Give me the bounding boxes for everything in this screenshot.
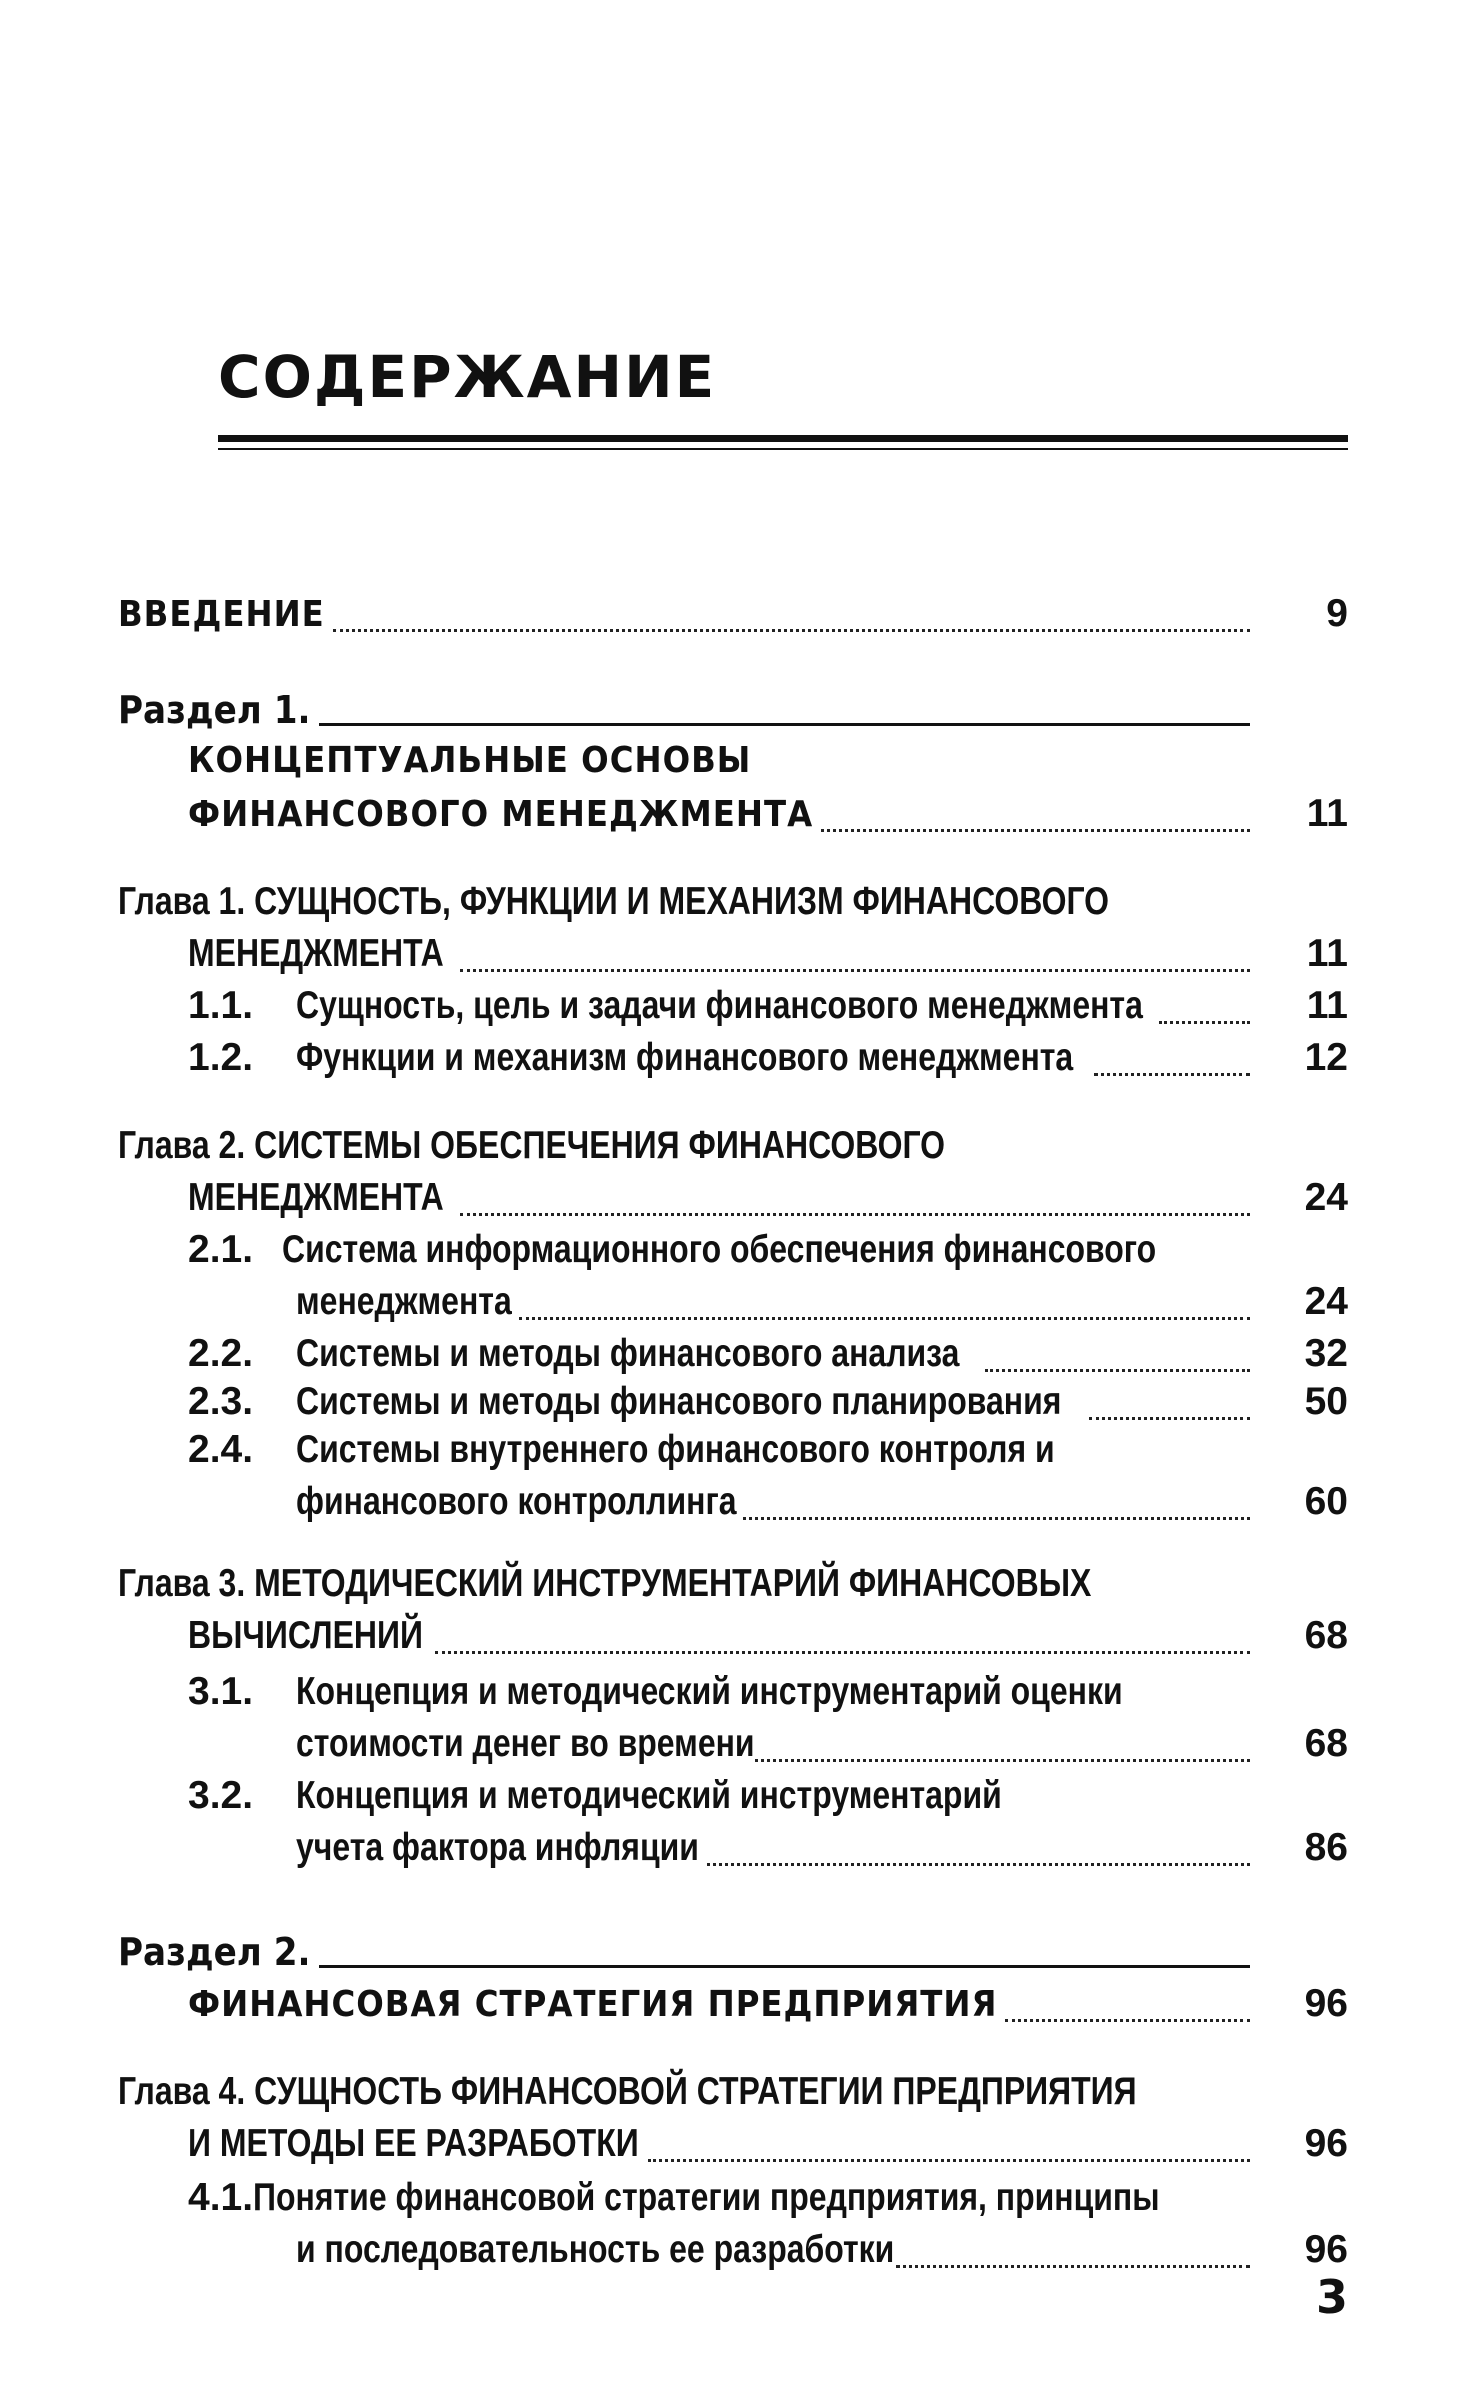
dot-leader xyxy=(743,1517,1250,1520)
dot-leader xyxy=(1094,1073,1250,1076)
toc-page-number: 68 xyxy=(1304,1614,1348,1657)
toc-page-number: 24 xyxy=(1304,1280,1348,1323)
chapter-title: Глава 1. СУЩНОСТЬ, ФУНКЦИИ И МЕХАНИЗМ ФИНАНСОВОГО xyxy=(118,880,1110,923)
chapter-3-line1[interactable] xyxy=(118,1562,1348,1614)
toc-entry-chapter-2[interactable] xyxy=(188,1176,1348,1228)
dot-leader xyxy=(1005,2019,1250,2022)
toc-entry-3-1-line1[interactable] xyxy=(188,1670,1348,1722)
toc-page-number: 32 xyxy=(1304,1332,1348,1375)
section-number: 2.2. xyxy=(188,1332,254,1375)
page-title: СОДЕРЖАНИЕ xyxy=(218,343,717,411)
part-title: КОНЦЕПТУАЛЬНЫЕ ОСНОВЫ xyxy=(188,740,752,781)
toc-entry-2-1[interactable] xyxy=(296,1280,1348,1332)
toc-entry-chapter-1[interactable] xyxy=(188,932,1348,984)
section-title: Системы и методы финансового планирования xyxy=(296,1380,1062,1423)
dot-leader xyxy=(896,2265,1250,2268)
dot-leader xyxy=(519,1317,1250,1320)
toc-entry-chapter-4[interactable] xyxy=(188,2122,1348,2174)
chapter-title: Глава 2. СИСТЕМЫ ОБЕСПЕЧЕНИЯ ФИНАНСОВОГО xyxy=(118,1124,946,1167)
section-title: Сущность, цель и задачи финансового менеджмента xyxy=(296,984,1143,1027)
part-title: ФИНАНСОВОГО МЕНЕДЖМЕНТА xyxy=(188,794,814,835)
chapter-4-line1[interactable] xyxy=(118,2070,1348,2122)
toc-page-number: 96 xyxy=(1304,1982,1348,2025)
section-title: и последовательность ее разработки xyxy=(296,2228,895,2271)
toc-entry-part-1[interactable] xyxy=(188,792,1348,844)
section-number: 2.3. xyxy=(188,1380,254,1423)
part-label: Раздел 2. xyxy=(118,1930,311,1974)
toc-entry-1-1[interactable] xyxy=(188,984,1348,1036)
toc-page-number: 60 xyxy=(1304,1480,1348,1523)
dot-leader xyxy=(648,2159,1250,2162)
toc-page-number: 9 xyxy=(1326,592,1348,635)
section-number: 2.1. xyxy=(188,1228,254,1271)
toc-entry-chapter-3[interactable] xyxy=(188,1614,1348,1666)
section-title: Функции и механизм финансового менеджмента xyxy=(296,1036,1074,1079)
toc-page-number: 24 xyxy=(1304,1176,1348,1219)
section-title: Система информационного обеспечения финансового xyxy=(281,1228,1157,1271)
toc-page-number: 12 xyxy=(1304,1036,1348,1079)
toc-page-number: 96 xyxy=(1304,2228,1348,2271)
chapter-title: Глава 3. МЕТОДИЧЕСКИЙ ИНСТРУМЕНТАРИЙ ФИНАНСОВЫХ xyxy=(118,1562,1092,1605)
section-title: Концепция и методический инструментарий xyxy=(296,1774,1002,1817)
title-rule-thin xyxy=(218,448,1348,450)
toc-entry-3-2-line1[interactable] xyxy=(188,1774,1348,1826)
section-title: финансового контроллинга xyxy=(296,1480,737,1523)
toc-page-number: 86 xyxy=(1304,1826,1348,1869)
toc-entry-4-1[interactable] xyxy=(296,2228,1348,2280)
section-title: Концепция и методический инструментарий оценки xyxy=(296,1670,1123,1713)
chapter-title: МЕНЕДЖМЕНТА xyxy=(188,932,444,975)
toc-entry-3-1[interactable] xyxy=(296,1722,1348,1774)
toc-page-number: 68 xyxy=(1304,1722,1348,1765)
chapter-1-line1[interactable] xyxy=(118,880,1348,932)
part-1-title-line1 xyxy=(188,740,1348,792)
part-label: Раздел 1. xyxy=(118,688,311,732)
dot-leader xyxy=(460,1213,1250,1216)
chapter-title: МЕНЕДЖМЕНТА xyxy=(188,1176,444,1219)
dot-leader xyxy=(333,629,1250,632)
part-2-label-row xyxy=(118,1930,1258,1982)
section-number: 1.1. xyxy=(188,984,254,1027)
dot-leader xyxy=(821,829,1250,832)
toc-entry-intro[interactable] xyxy=(118,592,1348,644)
dot-leader xyxy=(985,1369,1250,1372)
section-title: Понятие финансовой стратегии предприятия, принципы xyxy=(253,2176,1160,2219)
chapter-title: Глава 4. СУЩНОСТЬ ФИНАНСОВОЙ СТРАТЕГИИ ПРЕДПРИЯТИЯ xyxy=(118,2070,1137,2113)
part-rule xyxy=(319,723,1250,726)
chapter-title: ВЫЧИСЛЕНИЙ xyxy=(188,1614,423,1657)
section-title: Системы внутреннего финансового контроля и xyxy=(296,1428,1055,1471)
toc-entry-part-2[interactable] xyxy=(188,1982,1348,2034)
toc-entry-label: ВВЕДЕНИЕ xyxy=(118,594,325,635)
dot-leader xyxy=(1159,1021,1250,1024)
dot-leader xyxy=(707,1863,1250,1866)
dot-leader xyxy=(1089,1417,1250,1420)
chapter-title: И МЕТОДЫ ЕЕ РАЗРАБОТКИ xyxy=(188,2122,639,2165)
toc-entry-2-1-line1[interactable] xyxy=(188,1228,1348,1280)
dot-leader xyxy=(460,969,1250,972)
toc-page-number: 96 xyxy=(1304,2122,1348,2165)
section-title: Системы и методы финансового анализа xyxy=(296,1332,960,1375)
toc-page-number: 11 xyxy=(1306,984,1348,1027)
toc-entry-2-4-line1[interactable] xyxy=(188,1428,1348,1480)
toc-entry-2-4[interactable] xyxy=(296,1480,1348,1532)
part-rule xyxy=(319,1965,1250,1968)
page-number: 3 xyxy=(1315,2270,1348,2324)
section-number: 3.2. xyxy=(188,1774,254,1817)
part-1-label-row xyxy=(118,688,1258,740)
section-number: 3.1. xyxy=(188,1670,254,1713)
toc-page-number: 11 xyxy=(1306,792,1348,835)
toc-entry-3-2[interactable] xyxy=(296,1826,1348,1878)
toc-entry-4-1-line1[interactable] xyxy=(188,2176,1348,2228)
toc-entry-2-2[interactable] xyxy=(188,1332,1348,1384)
title-rule-thick xyxy=(218,435,1348,442)
section-title: менеджмента xyxy=(296,1280,512,1323)
section-number: 1.2. xyxy=(188,1036,254,1079)
toc-page-number: 11 xyxy=(1306,932,1348,975)
section-number: 4.1. xyxy=(188,2176,254,2219)
section-title: учета фактора инфляции xyxy=(296,1826,699,1869)
toc-page-number: 50 xyxy=(1304,1380,1348,1423)
chapter-2-line1[interactable] xyxy=(118,1124,1348,1176)
dot-leader xyxy=(435,1651,1250,1654)
toc-entry-1-2[interactable] xyxy=(188,1036,1348,1088)
part-title: ФИНАНСОВАЯ СТРАТЕГИЯ ПРЕДПРИЯТИЯ xyxy=(188,1984,998,2025)
section-title: стоимости денег во времени xyxy=(296,1722,755,1765)
toc-entry-2-3[interactable] xyxy=(188,1380,1348,1432)
dot-leader xyxy=(755,1759,1250,1762)
section-number: 2.4. xyxy=(188,1428,254,1471)
